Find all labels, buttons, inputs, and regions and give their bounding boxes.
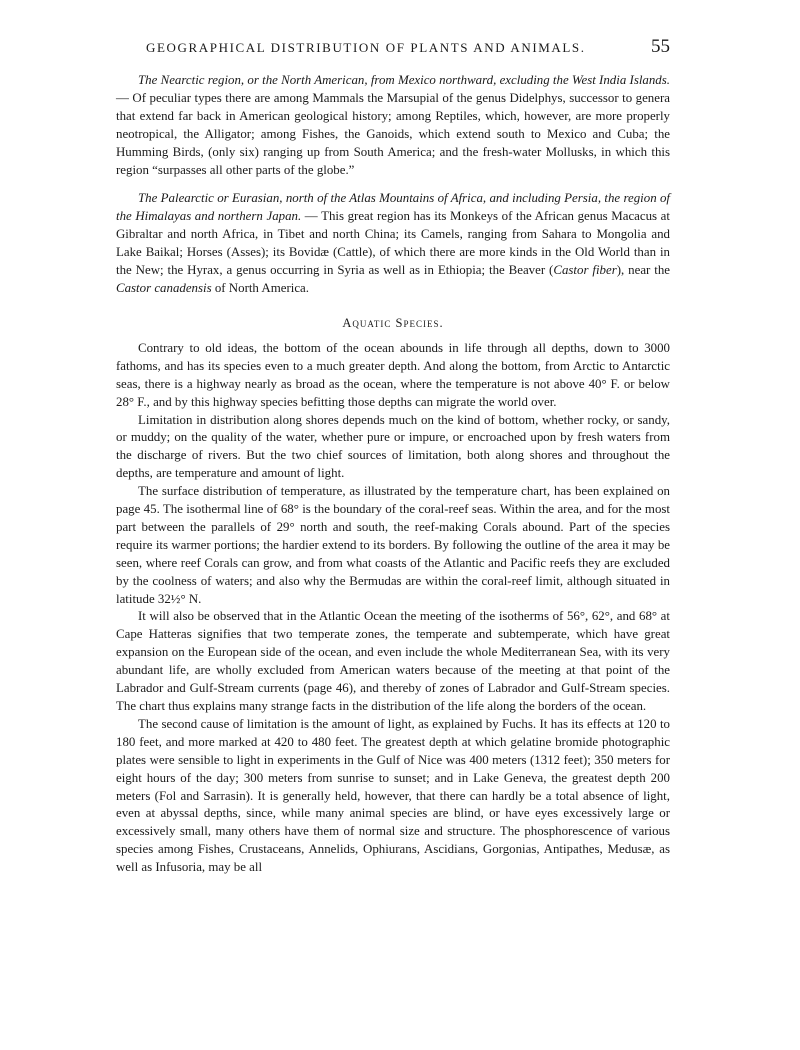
nearctic-region-paragraph bbox=[116, 72, 670, 179]
page bbox=[116, 36, 670, 877]
palearctic-region-body-3: of North America. bbox=[211, 280, 309, 295]
palearctic-region-body-2: ), near the bbox=[616, 263, 671, 278]
body-paragraph: Contrary to old ideas, the bottom of the ocean abounds in life through all depths, down to 3000 fathoms, and has its species even to a much greater depth. And along the bottom, from Arctic to Antarctic seas, there is a highway nearly as broad as the ocean, where the temperature is not above 40° F. or below 28° F., and by this highway species befitting those depths can migrate the world over. bbox=[116, 340, 670, 409]
palearctic-region-paragraph bbox=[116, 190, 670, 297]
running-head bbox=[116, 36, 670, 58]
castor-canadensis-term: Castor canadensis bbox=[116, 280, 212, 295]
body-paragraph: It will also be observed that in the Atlantic Ocean the meeting of the isotherms of 56°, 62°, and 68° at Cape Hatteras signifies that two temperate zones, the temperate and subtemperate, which have great expansion on the European side of the ocean, and even include the whole Mediterranean Sea, with its very abundant life, are wholly excluded from American waters because of the meeting at that point of the Labrador and Gulf-Stream currents (page 46), and thereby of zones of Labrador and Gulf-Stream species. The chart thus explains many strange facts in the distribution of the life along the borders of the ocean. bbox=[116, 609, 670, 713]
nearctic-region-lead: The Nearctic region, or the North American, from Mexico northward, excluding the West India Islands. bbox=[138, 73, 670, 87]
running-title: GEOGRAPHICAL DISTRIBUTION OF PLANTS AND ANIMALS. bbox=[146, 40, 586, 55]
palearctic-region-body-1: — This great region has its Monkeys of the African genus Macacus at Gibraltar and north Africa, in Tibet and north China; its Camels, ranging from Sahara to Mongolia and Lake Baikal; Horses (Asses); its Bovidæ (Cattle), of which there are more kinds in the Old World than in the New; the Hyrax, a genus occurring in Syria as well as in Ethiopia; the Beaver ( bbox=[116, 209, 670, 278]
section-heading: Aquatic Species. bbox=[342, 315, 444, 330]
body-paragraph: The second cause of limitation is the amount of light, as explained by Fuchs. It has its effects at 120 to 180 feet, and more marked at 420 to 480 feet. The greatest depth at which gelatine bromide photographic plates were sensible to light in experiments in the Gulf of Nice was 400 meters (1312 feet); 350 meters for eight hours of the day; 300 meters from sunrise to sunset; and in Lake Geneva, the greatest depth 200 meters (Fol and Sarrasin). It is generally held, however, that there can hardly be a total absence of light, even at abyssal depths, since, while many animal species are blind, or have eyes excessively large or excessively small, many others have them of normal size and structure. The phosphorescence of various species among Fishes, Crustaceans, Annelids, Ophiurans, Ascidians, Gorgonias, Antipathes, Medusæ, as well as Infusoria, may be all bbox=[116, 716, 670, 875]
palearctic-region-lead: The Palearctic or Eurasian, north of the Atlas Mountains of Africa, and including Persia, the region of the Himalayas and northern Japan. bbox=[116, 191, 670, 224]
body-paragraph: The surface distribution of temperature, as illustrated by the temperature chart, has been explained on page 45. The isothermal line of 68° is the boundary of the coral-reef seas. Within the area, and for the most part between the parallels of 29° north and south, the reef-making Corals abound. Part of the species require its warmer portions; the hardier extend to its borders. By following the outline of the area it may be seen, where reef Corals can grow, and from what coasts of the Atlantic and Pacific reefs they are excluded by the coolness of waters; and also why the Bermudas are within the coral-reef limit, although situated in latitude 32½° N. bbox=[116, 484, 670, 606]
castor-fiber-term: Castor fiber bbox=[553, 263, 617, 278]
nearctic-region-body: — Of peculiar types there are among Mammals the Marsupial of the genus Didelphys, successor to genera that extend far back in American geological history; among Reptiles, which, however, are more properly neotropical, the Alligator; among Fishes, the Ganoids, which extend south to Mexico and Cuba; the Humming Birds, (only six) ranging up from South America; and the fresh-water Mollusks, in which this region “surpasses all other parts of the globe.” bbox=[116, 90, 670, 177]
page-number: 55 bbox=[651, 36, 670, 57]
body-paragraph: Limitation in distribution along shores depends much on the kind of bottom, whether rocky, or sandy, or muddy; on the quality of the water, whether pure or impure, or encroached upon by fresh waters from the discharge of rivers. But the two chief sources of limitation, both along shores and throughout the depths, are temperature and amount of light. bbox=[116, 412, 670, 481]
